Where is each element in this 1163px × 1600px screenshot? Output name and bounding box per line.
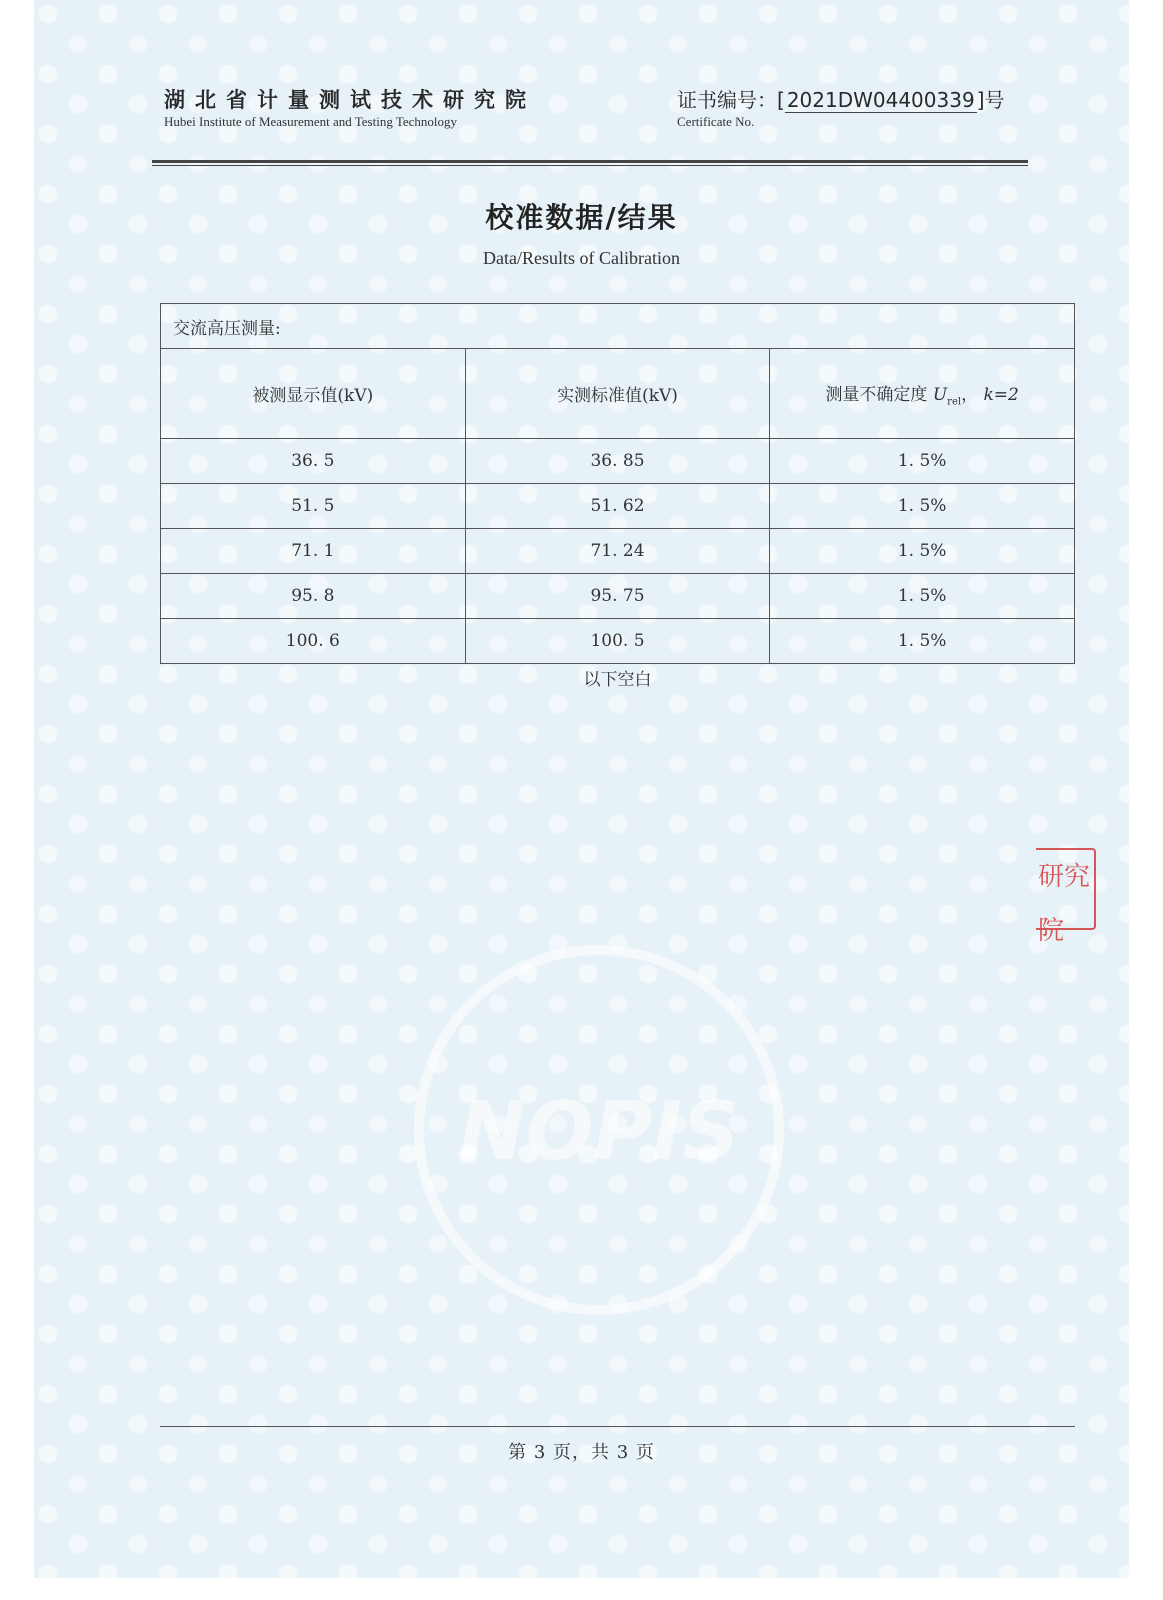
cell-uncertainty: 1. 5%: [770, 574, 1075, 619]
certificate-page: [34, 0, 1129, 1578]
cell-displayed: 71. 1: [161, 529, 466, 574]
page-number: 第 3 页，共 3 页: [508, 1442, 655, 1463]
certificate-label-en: Certificate No.: [677, 114, 755, 129]
watermark-text: NOPIS: [458, 1085, 740, 1178]
uncertainty-label: 测量不确定度: [825, 384, 928, 405]
cell-standard: 95. 75: [465, 574, 770, 619]
cell-uncertainty: 1. 5%: [770, 529, 1075, 574]
uncertainty-symbol: U: [932, 384, 948, 405]
table-row: [161, 484, 1075, 529]
uncertainty-separator: ，: [961, 384, 979, 405]
certificate-label: 证书编号：: [677, 88, 777, 112]
institute-name-cn: 湖北省计量测试技术研究院: [164, 88, 536, 112]
cell-displayed: 95. 8: [161, 574, 466, 619]
column-header-displayed: 被测显示值(kV): [161, 349, 466, 439]
cell-standard: 36. 85: [465, 439, 770, 484]
header-divider: [152, 160, 1028, 166]
cell-standard: 100. 5: [465, 619, 770, 664]
table-row: [161, 574, 1075, 619]
coverage-factor: k=2: [983, 384, 1019, 405]
column-header-uncertainty: [770, 349, 1075, 439]
cell-displayed: 51. 5: [161, 484, 466, 529]
certificate-number-line: [677, 84, 1005, 113]
cell-displayed: 100. 6: [161, 619, 466, 664]
table-row: [161, 529, 1075, 574]
cell-uncertainty: 1. 5%: [770, 619, 1075, 664]
cell-uncertainty: 1. 5%: [770, 439, 1075, 484]
cell-displayed: 36. 5: [161, 439, 466, 484]
watermark-logo: [414, 945, 784, 1315]
footer-divider: [160, 1426, 1075, 1427]
page-title-cn: 校准数据/结果: [485, 201, 678, 234]
blank-below-note: 以下空白: [583, 670, 652, 690]
page-title-en: Data/Results of Calibration: [483, 248, 680, 268]
certificate-bracket-open: [: [777, 88, 785, 112]
table-row: [161, 619, 1075, 664]
table-row: [161, 439, 1075, 484]
institute-name-en: Hubei Institute of Measurement and Testing Technology: [164, 114, 458, 129]
certificate-bracket-close: ]号: [976, 88, 1005, 112]
cell-uncertainty: 1. 5%: [770, 484, 1075, 529]
uncertainty-subscript: rel: [947, 396, 962, 408]
table-caption: 交流高压测量:: [161, 304, 1075, 349]
cell-standard: 71. 24: [465, 529, 770, 574]
certificate-number: 2021DW04400339: [786, 88, 975, 112]
cell-standard: 51. 62: [465, 484, 770, 529]
column-header-standard: 实测标准值(kV): [465, 349, 770, 439]
red-seal-stamp: 研究院: [1036, 848, 1096, 930]
table-header-row: [161, 349, 1075, 439]
calibration-table: [160, 303, 1075, 664]
